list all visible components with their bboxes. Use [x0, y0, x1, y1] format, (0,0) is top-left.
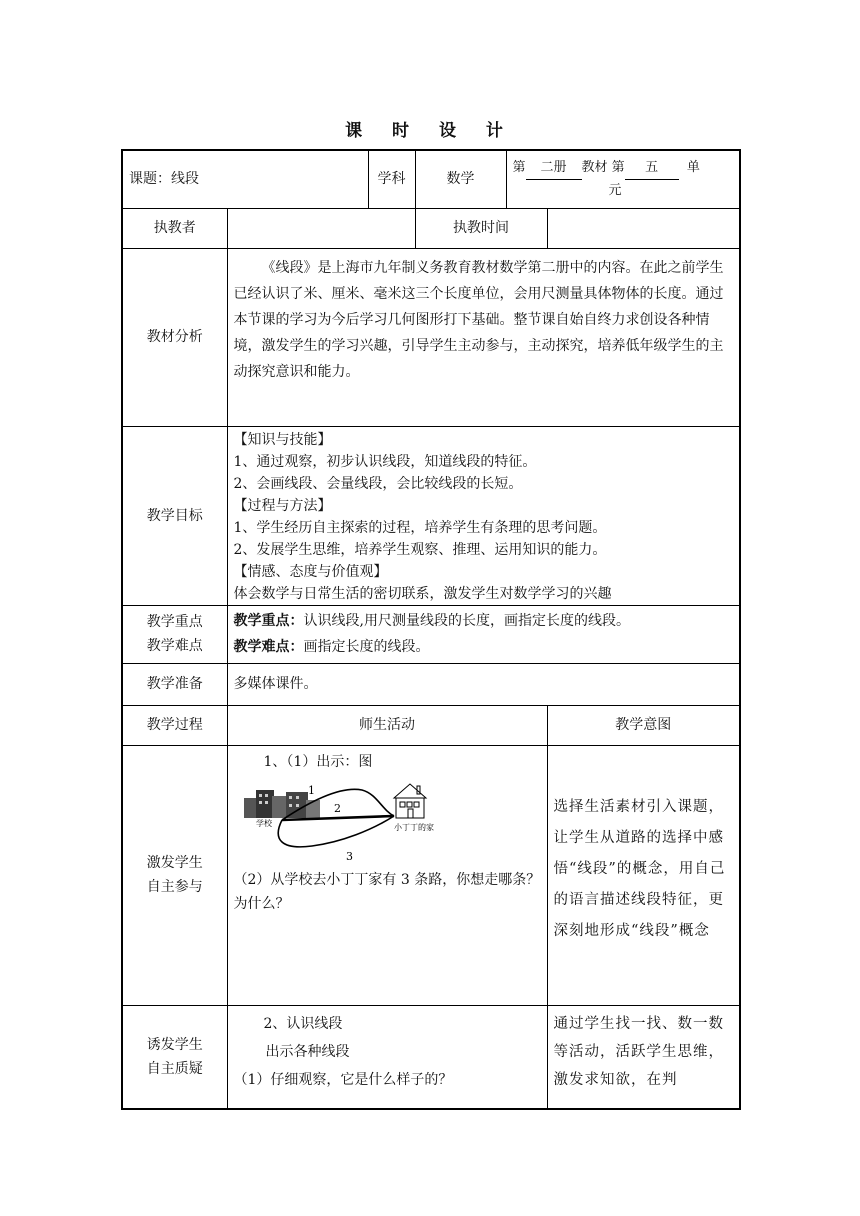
unit-suffix2: 元 — [608, 182, 622, 198]
keypoint-text: 认识线段,用尺测量线段的长度，画指定长度的线段。 — [303, 613, 630, 629]
goal-line: 2、会画线段、会量线段，会比较线段的长短。 — [233, 475, 523, 492]
row-prep — [122, 663, 740, 705]
goal-line: 【知识与技能】 — [233, 431, 332, 448]
activity-header: 师生活动 — [227, 705, 547, 745]
stage2-line2: 出示各种线段 — [265, 1043, 350, 1060]
row-goals — [122, 426, 740, 605]
goal-line: 1、通过观察，初步认识线段，知道线段的特征。 — [233, 453, 537, 470]
topic-cell: 课题：线段 — [122, 150, 368, 208]
row-stage2 — [122, 1005, 740, 1109]
goal-line: 2、发展学生思维，培养学生观察、推理、运用知识的能力。 — [233, 541, 607, 558]
school-label: 学校 — [255, 818, 272, 828]
difficulty-text: 画指定长度的线段。 — [303, 639, 430, 655]
stage2-label: 自主质疑 — [146, 1060, 203, 1077]
route-1-label: 1 — [307, 783, 315, 797]
page-title: 课 时 设 计 — [345, 121, 515, 141]
lesson-plan-table — [121, 149, 741, 1110]
stage2-intent: 通过学生找一找、数一数等活动，活跃学生思维，激发求知欲，在判 — [553, 1015, 724, 1088]
goals-label: 教学目标 — [122, 426, 227, 605]
stage2-line1: 2、认识线段 — [263, 1015, 343, 1032]
stage1-label: 激发学生 — [146, 855, 203, 871]
subject-label: 学科 — [368, 150, 415, 208]
keypoint-title: 教学重点： — [233, 613, 304, 629]
goal-line: 【过程与方法】 — [233, 497, 332, 514]
book-unit-cell — [506, 150, 740, 208]
book-value: 二册 — [526, 157, 582, 180]
time-value — [547, 208, 740, 248]
subject-value: 数学 — [415, 150, 506, 208]
home-label: 小丁丁的家 — [393, 822, 434, 832]
goal-line: 1、学生经历自主探索的过程，培养学生有条理的思考问题。 — [233, 519, 607, 536]
stage2-line3: （1）仔细观察，它是什么样子的？ — [233, 1071, 453, 1088]
row-keypoints — [122, 605, 740, 663]
row-process-header — [122, 705, 740, 745]
stage1-intent: 选择生活素材引入课题，让学生从道路的选择中感悟“线段”的概念，用自己的语言描述线段特征，更深刻地形成“线段”概念 — [553, 798, 726, 939]
book-prefix: 第 — [512, 159, 526, 175]
stage1-label: 自主参与 — [146, 879, 203, 895]
analysis-label: 教材分析 — [122, 248, 227, 426]
time-label: 执教时间 — [415, 208, 547, 248]
book-mid: 教材 第 — [581, 159, 625, 175]
row-topic — [122, 150, 740, 208]
unit-suffix: 单 — [686, 159, 700, 175]
stage2-label: 诱发学生 — [146, 1036, 203, 1053]
process-label: 教学过程 — [122, 705, 227, 745]
goal-line: 体会数学与日常生活的密切联系，激发学生对数学学习的兴趣 — [233, 585, 612, 602]
teacher-value — [227, 208, 415, 248]
row-stage1 — [122, 745, 740, 1005]
row-teacher — [122, 208, 740, 248]
analysis-text: 《线段》是上海市九年制义务教育教材数学第二册中的内容。在此之前学生已经认识了米、厘米、毫米这三个长度单位，会用尺测量具体物体的长度。通过本节课的学习为今后学习几何图形打下基础。整节课自始自终力求创设各种情境，激发学生的学习兴趣，引导学生主动参与，主动探究，培养低年级学生的主动探究意识和能力。 — [233, 259, 724, 380]
goal-line: 【情感、态度与价值观】 — [233, 563, 388, 580]
unit-value: 五 — [625, 157, 679, 180]
route-3-label: 3 — [345, 849, 353, 863]
keypoint-label: 教学重点 — [146, 614, 203, 630]
intent-header: 教学意图 — [547, 705, 740, 745]
prep-label: 教学准备 — [122, 663, 227, 705]
difficulty-label: 教学难点 — [146, 638, 203, 654]
stage1-line2: （2）从学校去小丁丁家有 3 条路，你想走哪条？为什么？ — [233, 871, 541, 912]
difficulty-title: 教学难点： — [233, 639, 304, 655]
teacher-label: 执教者 — [122, 208, 227, 248]
row-analysis — [122, 248, 740, 426]
route-figure — [242, 780, 442, 864]
house-image — [394, 784, 426, 818]
stage1-line1: 1、（1）出示：图 — [263, 753, 373, 770]
route-2-label: 2 — [333, 801, 341, 815]
prep-text: 多媒体课件。 — [227, 663, 740, 705]
